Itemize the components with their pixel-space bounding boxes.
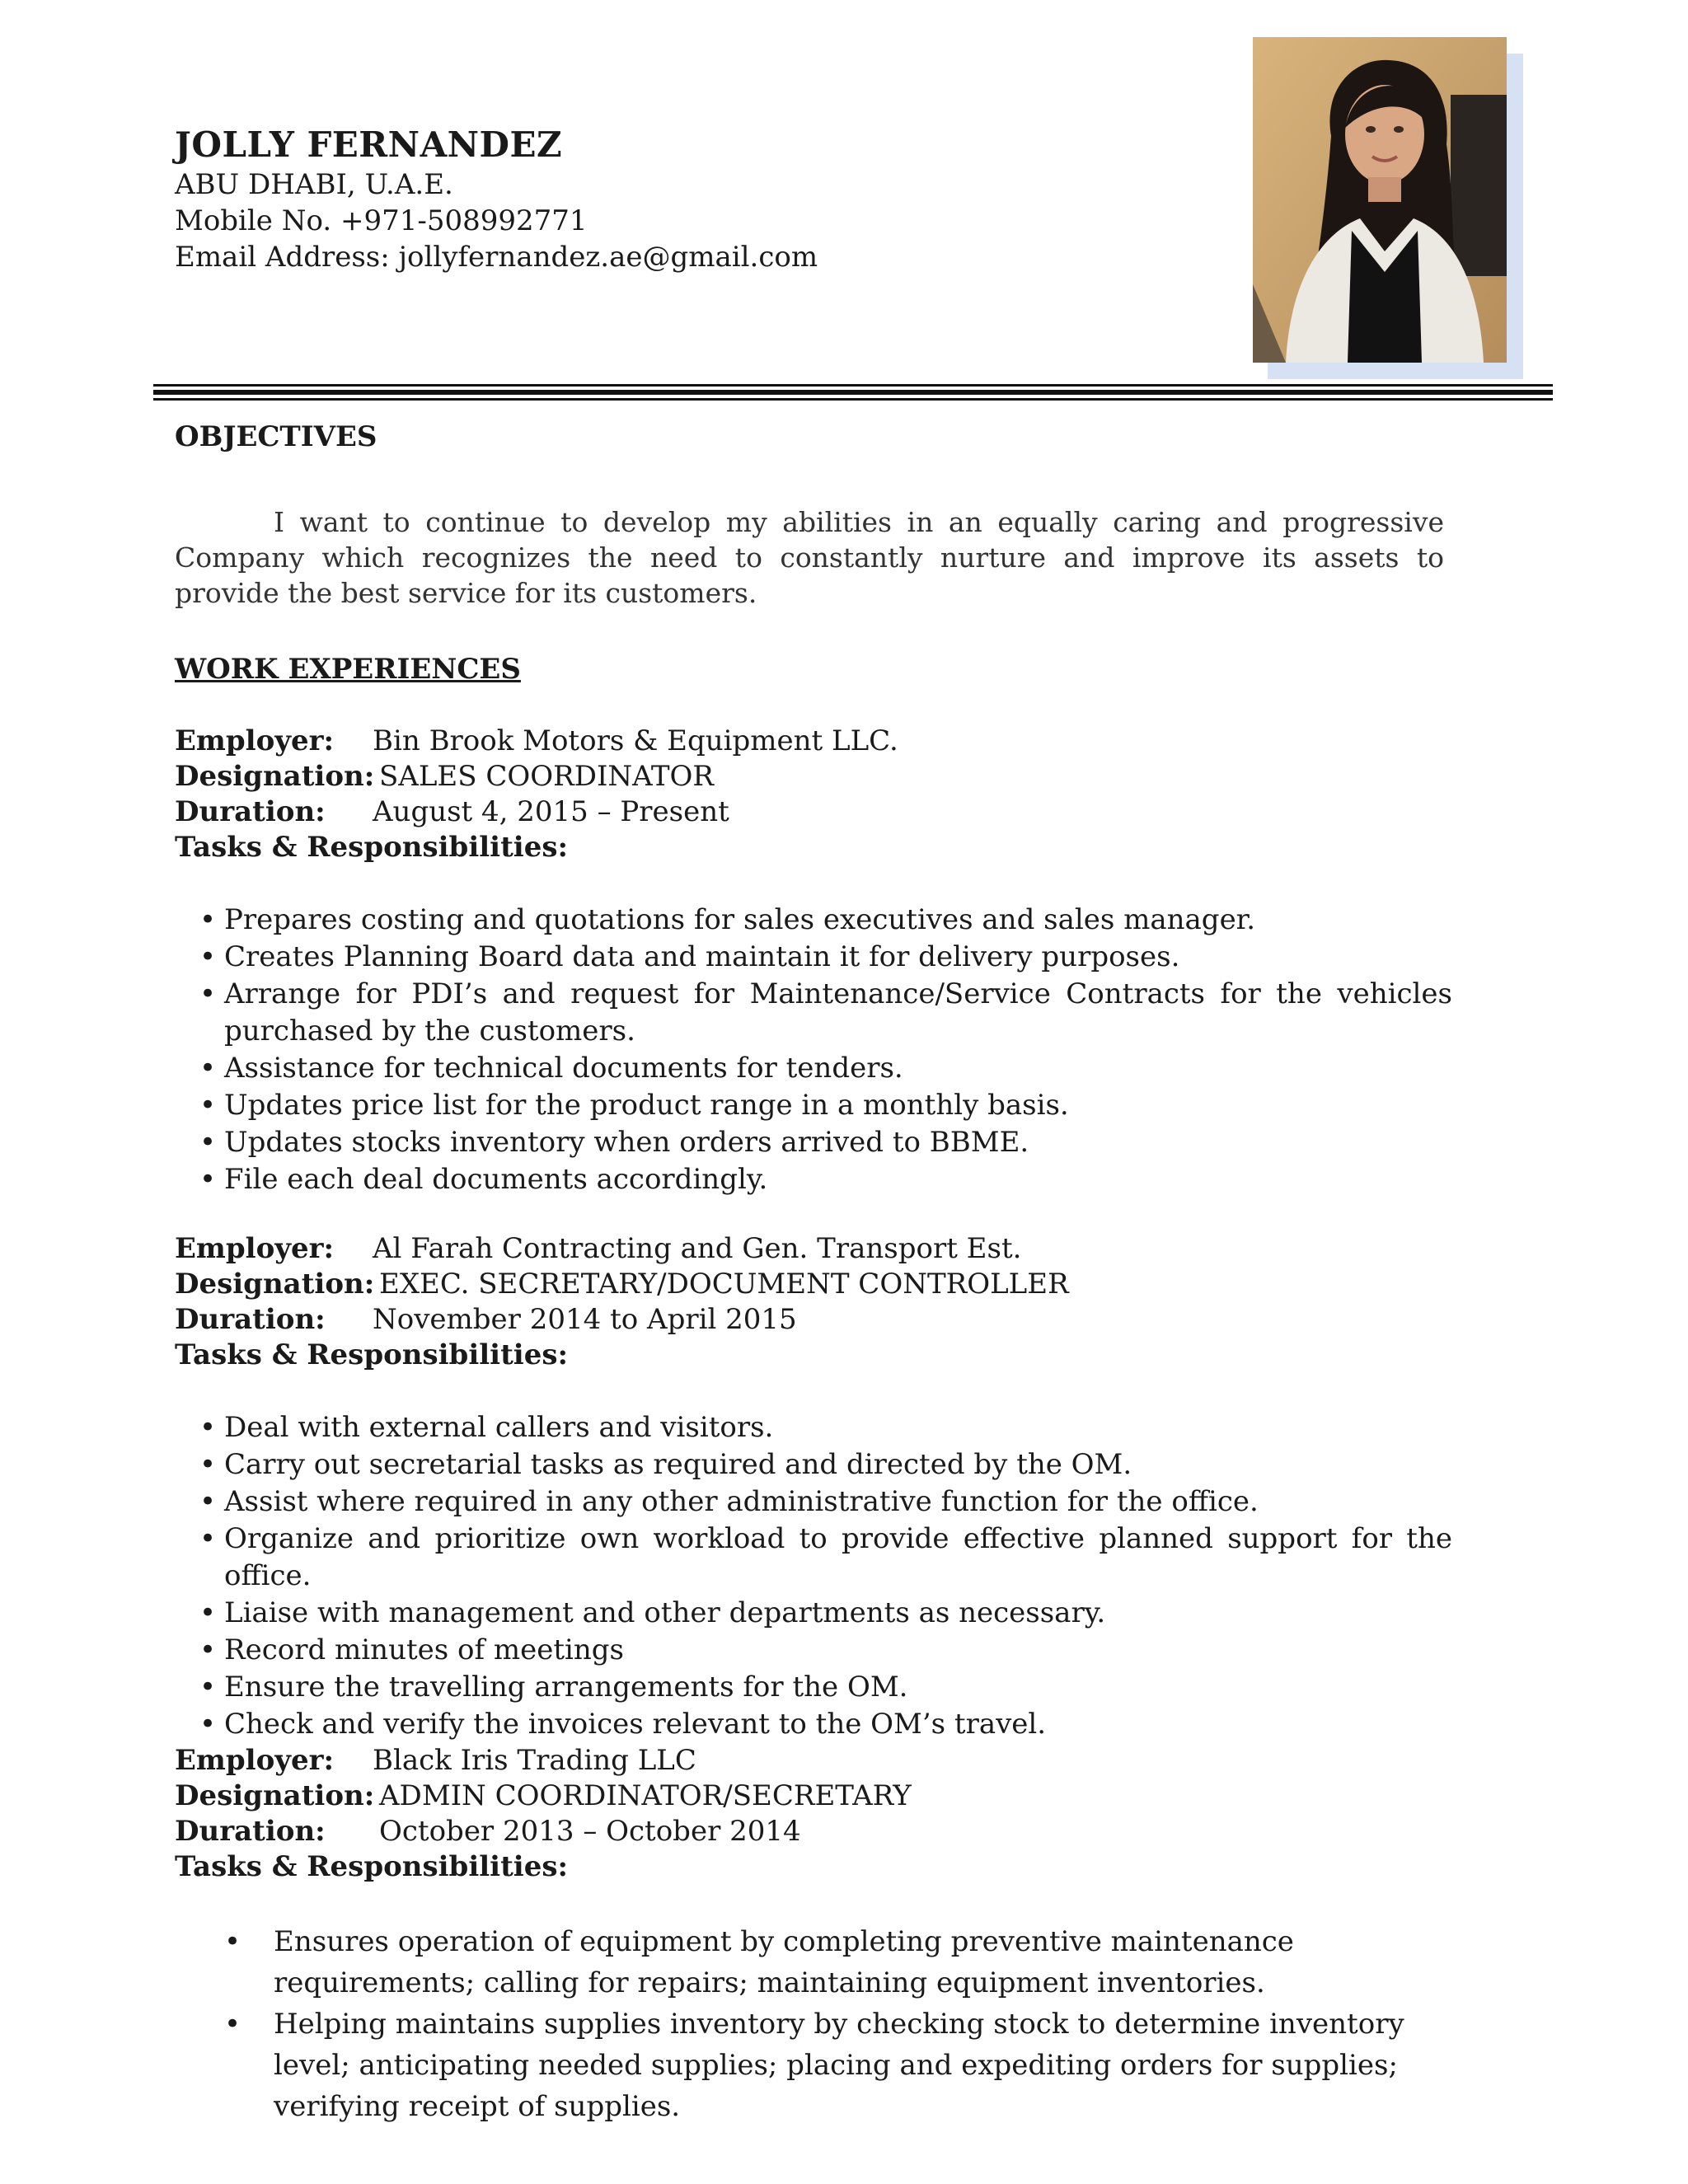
employer-row (175, 1231, 1461, 1267)
list-item: • Ensure the travelling arrangements for the OM. (175, 1669, 1452, 1706)
designation-row (175, 759, 1461, 794)
location: ABU DHABI, U.A.E. (175, 168, 453, 201)
employer-value: Black Iris Trading LLC (373, 1744, 696, 1777)
list-item: • Record minutes of meetings (175, 1632, 1452, 1669)
list-item: • Helping maintains supplies inventory by checking stock to determine inventory level; anticipating needed supplies; placing and expediting orders for supplies; verifying receipt of supplies. (175, 2004, 1452, 2127)
list-item: • Prepares costing and quotations for sales executives and sales manager. (175, 902, 1452, 939)
designation-label: Designation: (175, 1779, 375, 1812)
work-experiences-heading: WORK EXPERIENCES (175, 653, 521, 686)
duration-value: November 2014 to April 2015 (373, 1303, 797, 1336)
employer-row (175, 724, 1461, 759)
list-item: • Liaise with management and other departments as necessary. (175, 1595, 1452, 1632)
task-list (175, 1409, 1461, 1743)
mobile-number: Mobile No. +971-508992771 (175, 204, 588, 237)
designation-label: Designation: (175, 1268, 375, 1301)
tasks-label: Tasks & Responsibilities: (175, 1338, 569, 1371)
employer-value: Bin Brook Motors & Equipment LLC. (373, 724, 898, 757)
list-item: • File each deal documents accordingly. (175, 1161, 1452, 1198)
list-item: • Organize and prioritize own workload to provide effective planned support for the office. (175, 1521, 1452, 1595)
list-item: • Updates price list for the product range in a monthly basis. (175, 1087, 1452, 1124)
tasks-label: Tasks & Responsibilities: (175, 831, 569, 864)
list-item: • Creates Planning Board data and maintain it for delivery purposes. (175, 939, 1452, 976)
designation-row (175, 1267, 1461, 1302)
designation-label: Designation: (175, 760, 375, 793)
duration-label: Duration: (175, 1303, 326, 1336)
task-list (175, 902, 1461, 1198)
header (175, 124, 818, 275)
job-entry (175, 1743, 1461, 2127)
designation-value: ADMIN COORDINATOR/SECRETARY (379, 1779, 912, 1812)
objective-text: I want to continue to develop my abilities in an equally caring and progressive Company which recognizes the need to constantly nurture and improve its assets to provide the best service for its customers. (175, 506, 1444, 609)
tasks-label: Tasks & Responsibilities: (175, 1850, 569, 1883)
duration-row (175, 794, 1461, 830)
duration-value: October 2013 – October 2014 (379, 1815, 801, 1848)
job-entry (175, 724, 1461, 1198)
photo-image (1253, 37, 1507, 363)
duration-label: Duration: (175, 1815, 326, 1848)
list-item: • Ensures operation of equipment by completing preventive maintenance requirements; calling for repairs; maintaining equipment inventories. (175, 1921, 1452, 2004)
employer-label: Employer: (175, 1232, 335, 1265)
list-item: • Arrange for PDI’s and request for Maintenance/Service Contracts for the vehicles purchased by the customers. (175, 976, 1452, 1050)
email-address: Email Address: jollyfernandez.ae@gmail.com (175, 241, 818, 274)
header-divider (153, 384, 1553, 401)
list-item: • Deal with external callers and visitors. (175, 1409, 1452, 1446)
job-entry (175, 1231, 1461, 1743)
duration-row (175, 1814, 1461, 1849)
designation-value: EXEC. SECRETARY/DOCUMENT CONTROLLER (379, 1268, 1069, 1301)
duration-label: Duration: (175, 795, 326, 828)
list-item: • Carry out secretarial tasks as required and directed by the OM. (175, 1446, 1452, 1483)
duration-value: August 4, 2015 – Present (373, 795, 729, 828)
list-item: • Assistance for technical documents for tenders. (175, 1050, 1452, 1087)
list-item: • Assist where required in any other administrative function for the office. (175, 1483, 1452, 1521)
employer-label: Employer: (175, 1744, 335, 1777)
profile-photo (1253, 37, 1525, 375)
employer-value: Al Farah Contracting and Gen. Transport Est. (373, 1232, 1022, 1265)
list-item: • Check and verify the invoices relevant to the OM’s travel. (175, 1706, 1452, 1743)
candidate-name: JOLLY FERNANDEZ (175, 124, 563, 165)
list-item: • Updates stocks inventory when orders arrived to BBME. (175, 1124, 1452, 1161)
task-list (175, 1921, 1461, 2127)
employer-label: Employer: (175, 724, 335, 757)
employer-row (175, 1743, 1461, 1779)
objectives-heading: OBJECTIVES (175, 420, 377, 453)
objective-paragraph (175, 504, 1444, 611)
duration-row (175, 1302, 1461, 1338)
designation-value: SALES COORDINATOR (379, 760, 714, 793)
designation-row (175, 1779, 1461, 1814)
